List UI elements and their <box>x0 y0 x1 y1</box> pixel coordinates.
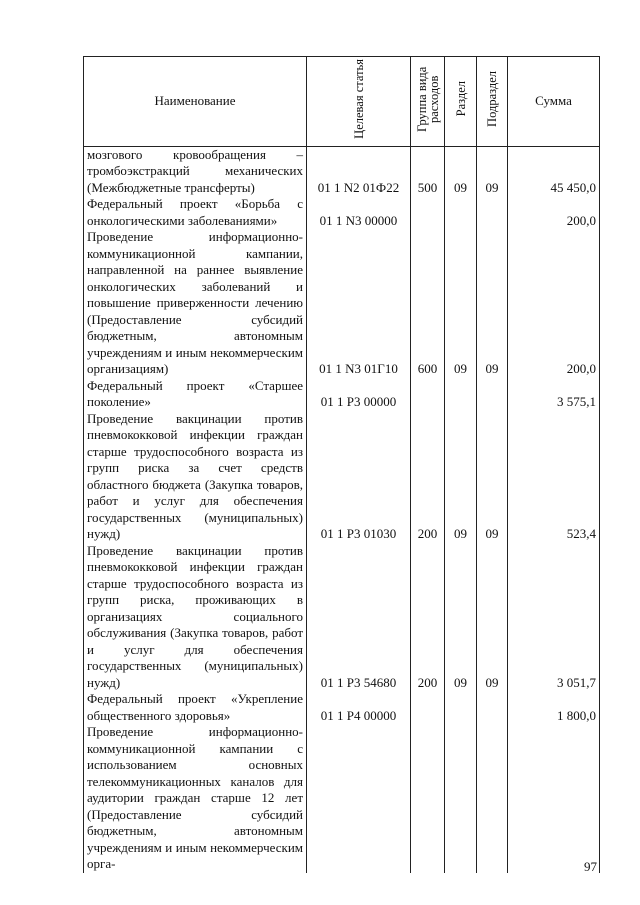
row-group: 200 <box>411 543 445 692</box>
row-section: 09 <box>445 543 477 692</box>
table-row <box>84 691 600 724</box>
row-group <box>411 691 445 724</box>
header-amount: Сумма <box>508 57 600 147</box>
row-group <box>411 724 445 873</box>
row-group: 500 <box>411 146 445 196</box>
row-amount: 3 051,7 <box>508 543 600 692</box>
table-row <box>84 146 600 196</box>
header-subsection: Подраздел <box>477 57 508 147</box>
row-subsection <box>477 691 508 724</box>
row-article: 01 1 N3 01Г10 <box>307 229 411 378</box>
page-number: 97 <box>584 859 597 874</box>
row-subsection: 09 <box>477 229 508 378</box>
row-group <box>411 196 445 229</box>
row-article: 01 1 N3 00000 <box>307 196 411 229</box>
table-row <box>84 543 600 692</box>
row-name: мозгового кровообращения – тромбоэкстракций механических (Межбюджетные трансферты) <box>84 146 307 196</box>
row-name: Проведение информационно-коммуникационной кампании с использованием основных телекоммуникационных каналов для аудитории граждан старше 12 лет (Предоставление субсидий бюджетным, автономным учреждениям и иным некоммерческим орга- <box>84 724 307 873</box>
row-section <box>445 724 477 873</box>
row-group: 200 <box>411 411 445 543</box>
row-group: 600 <box>411 229 445 378</box>
row-section <box>445 691 477 724</box>
row-article: 01 1 N2 01Ф22 <box>307 146 411 196</box>
row-article: 01 1 P3 00000 <box>307 378 411 411</box>
table-row <box>84 378 600 411</box>
row-article <box>307 724 411 873</box>
row-section <box>445 196 477 229</box>
row-name: Проведение вакцинации против пневмококковой инфекции граждан старше трудоспособного возраста из групп риска за счет средств областного бюджета (Закупка товаров, работ и услуг для обеспечения государственных (муниципальных) нужд) <box>84 411 307 543</box>
row-subsection <box>477 724 508 873</box>
row-amount: 3 575,1 <box>508 378 600 411</box>
row-subsection: 09 <box>477 543 508 692</box>
header-section: Раздел <box>445 57 477 147</box>
row-subsection <box>477 378 508 411</box>
row-subsection: 09 <box>477 411 508 543</box>
table-row <box>84 229 600 378</box>
header-name: Наименование <box>84 57 307 147</box>
table-row <box>84 196 600 229</box>
row-name: Федеральный проект «Укрепление общественного здоровья» <box>84 691 307 724</box>
table-row <box>84 724 600 873</box>
row-section: 09 <box>445 146 477 196</box>
row-section: 09 <box>445 411 477 543</box>
row-subsection <box>477 196 508 229</box>
budget-table <box>83 56 600 873</box>
row-name: Федеральный проект «Старшее поколение» <box>84 378 307 411</box>
row-group <box>411 378 445 411</box>
row-amount: 200,0 <box>508 229 600 378</box>
row-amount <box>508 724 600 873</box>
row-amount: 523,4 <box>508 411 600 543</box>
row-article: 01 1 P3 01030 <box>307 411 411 543</box>
header-expense-group: Группа вида расходов <box>411 57 445 147</box>
row-section <box>445 378 477 411</box>
row-article: 01 1 P3 54680 <box>307 543 411 692</box>
table-row <box>84 411 600 543</box>
row-amount: 1 800,0 <box>508 691 600 724</box>
row-name: Проведение вакцинации против пневмококковой инфекции граждан старше трудоспособного возраста из групп риска, проживающих в организациях социального обслуживания (Закупка товаров, работ и услуг для обеспечения государственных (муниципальных) нужд) <box>84 543 307 692</box>
row-article: 01 1 P4 00000 <box>307 691 411 724</box>
row-amount: 45 450,0 <box>508 146 600 196</box>
row-amount: 200,0 <box>508 196 600 229</box>
row-name: Проведение информационно-коммуникационной кампании, направленной на раннее выявление онкологических заболеваний и повышение приверженности лечению (Предоставление субсидий бюджетным, автономным учреждениям и иным некоммерческим организациям) <box>84 229 307 378</box>
row-subsection: 09 <box>477 146 508 196</box>
header-row <box>84 57 600 147</box>
row-section: 09 <box>445 229 477 378</box>
row-name: Федеральный проект «Борьба с онкологическими заболеваниями» <box>84 196 307 229</box>
header-article: Целевая статья <box>307 57 411 147</box>
